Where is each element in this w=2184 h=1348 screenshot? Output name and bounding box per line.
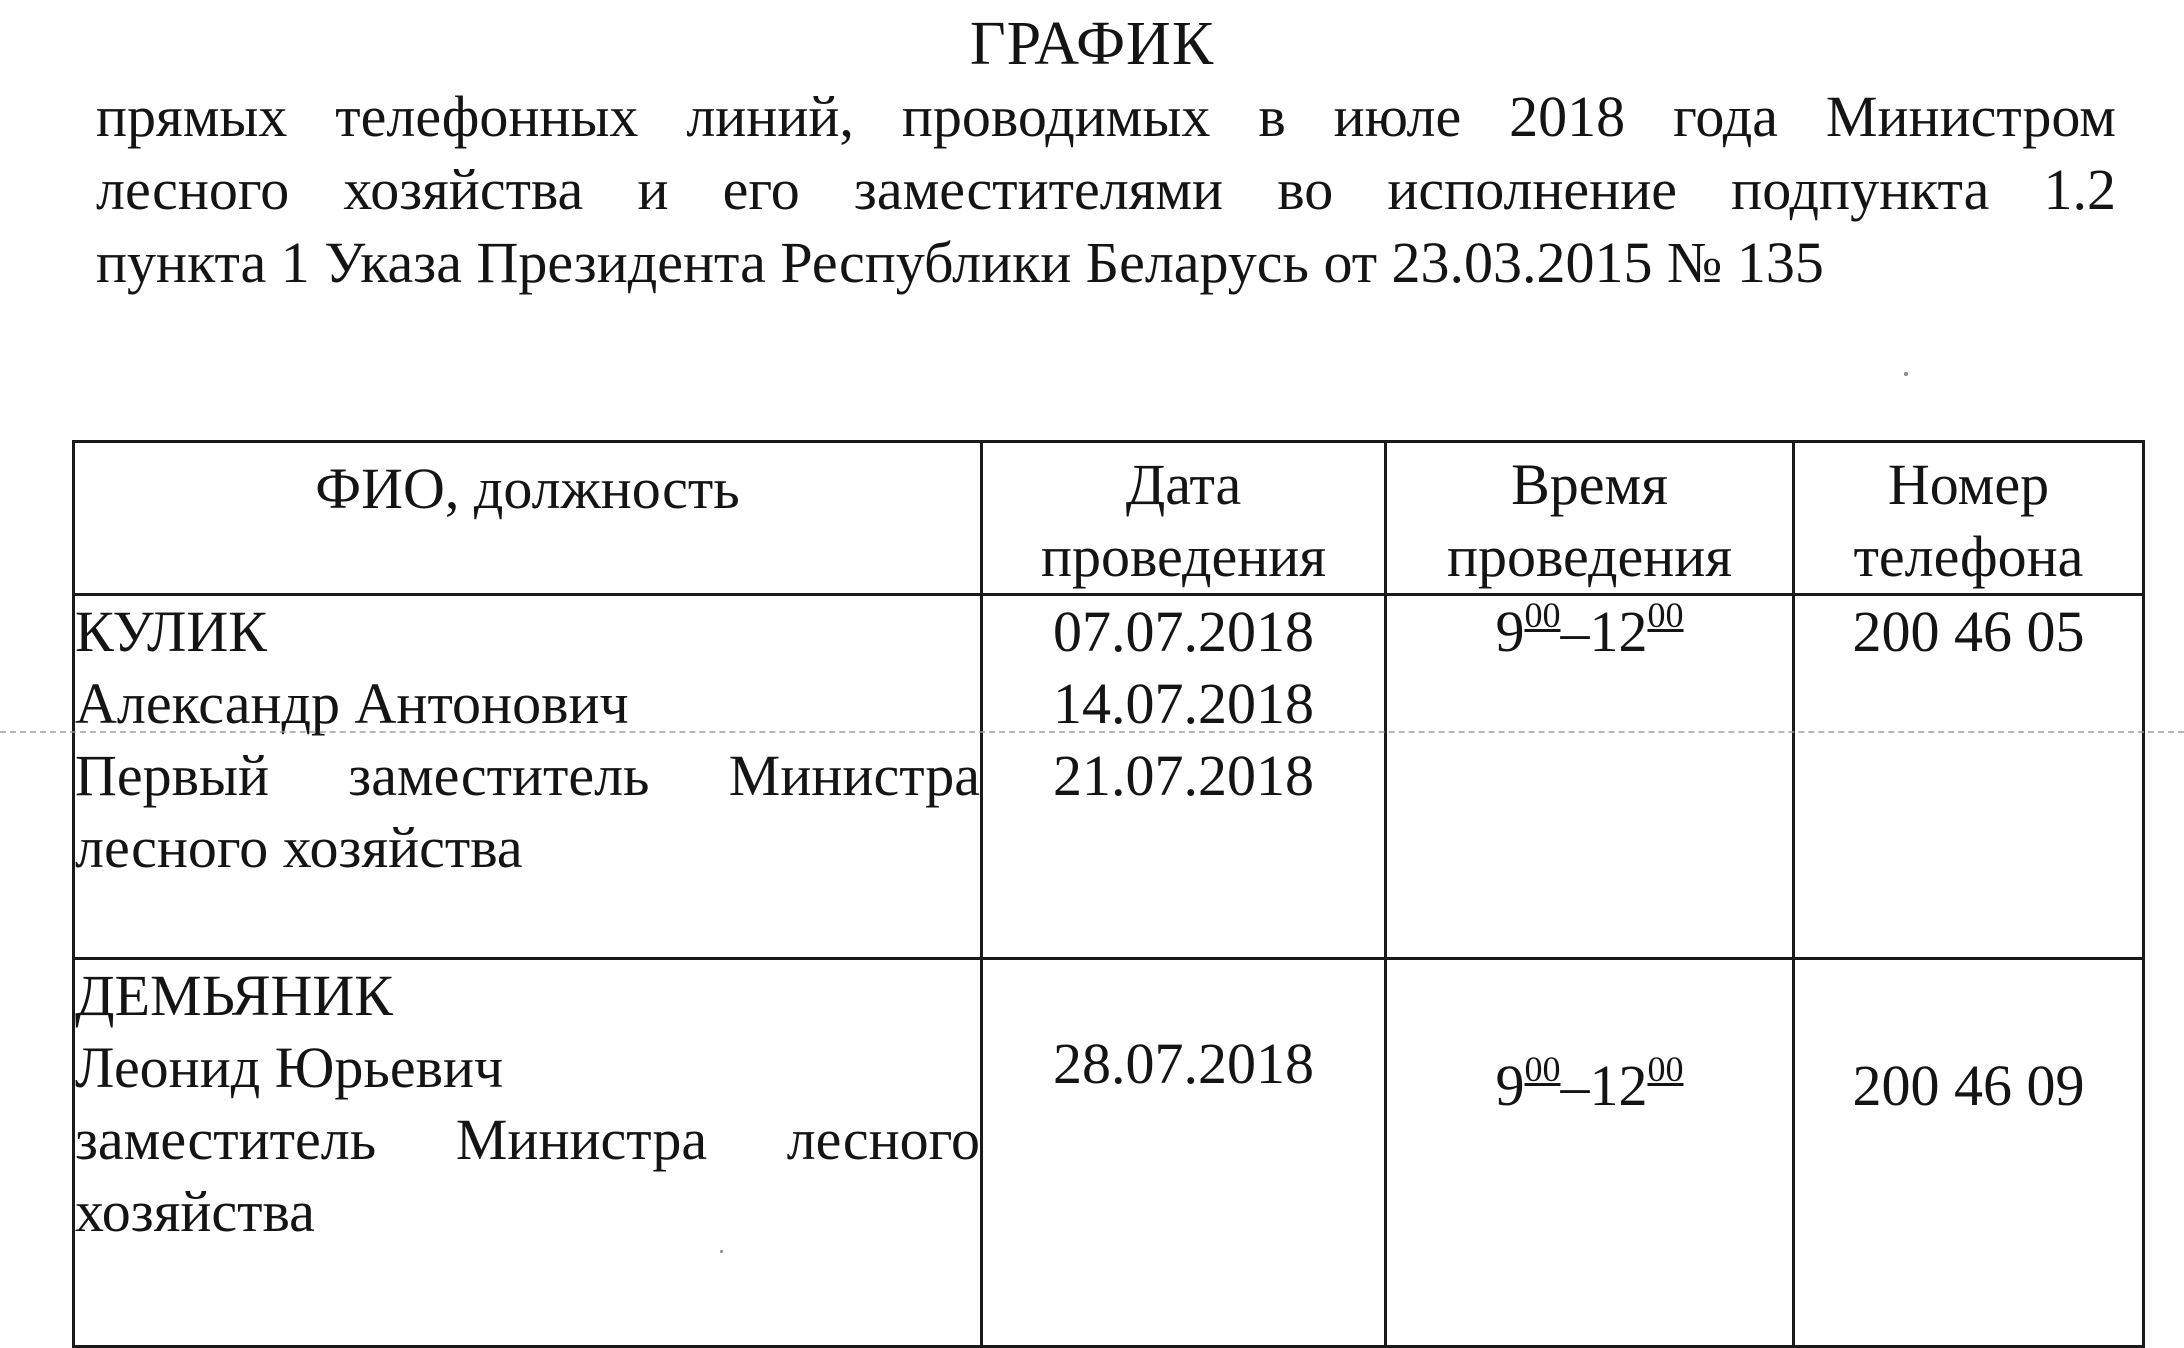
- position-line: лесного хозяйства: [75, 815, 523, 880]
- header-date-line: проведения: [1040, 524, 1327, 589]
- date-value: 07.07.2018: [1053, 599, 1314, 664]
- time-cell: [1386, 595, 1794, 959]
- table-row: [74, 595, 2144, 959]
- phone-cell: [1794, 959, 2144, 1347]
- scan-fold-line: [0, 731, 2184, 733]
- time-cell: [1386, 959, 1794, 1347]
- time-dash: –: [1560, 599, 1590, 664]
- phone-number: 200 46 05: [1852, 599, 2085, 664]
- name-cell: [74, 959, 982, 1347]
- time-dash: –: [1560, 1053, 1590, 1118]
- header-phone-line: Номер: [1887, 452, 2050, 517]
- schedule-table: [72, 440, 2145, 1348]
- surname: ДЕМЬЯНИК: [75, 963, 393, 1028]
- position-line: хозяйства: [75, 1179, 315, 1244]
- time-end-minutes: 00: [1647, 595, 1684, 635]
- subtitle-line: пункта 1 Указа Президента Республики Беларусь от 23.03.2015 № 135: [96, 230, 1824, 295]
- header-phone-line: телефона: [1853, 524, 2084, 589]
- header-date: [982, 442, 1386, 595]
- date-value: 14.07.2018: [1053, 671, 1314, 736]
- position-line: Первый заместитель Министра: [75, 743, 980, 808]
- phone-number: 200 46 09: [1852, 1053, 2085, 1118]
- given-names: Леонид Юрьевич: [75, 1035, 504, 1100]
- phone-cell: [1794, 595, 2144, 959]
- name-cell: [74, 595, 982, 959]
- header-name: [74, 442, 982, 595]
- time-end-hour: 12: [1589, 599, 1648, 664]
- header-time: [1386, 442, 1794, 595]
- time-start-minutes: 00: [1524, 1049, 1561, 1089]
- time-start-minutes: 00: [1524, 595, 1561, 635]
- date-value: 28.07.2018: [1053, 1031, 1314, 1096]
- header-phone: [1794, 442, 2144, 595]
- time-start-hour: 9: [1495, 1053, 1525, 1118]
- document-subtitle: [96, 80, 2116, 299]
- subtitle-line: лесного хозяйства и его заместителями во исполнение подпункта 1.2: [96, 157, 2116, 222]
- time-start-hour: 9: [1495, 599, 1525, 664]
- time-end-hour: 12: [1589, 1053, 1648, 1118]
- header-time-line: проведения: [1446, 524, 1733, 589]
- subtitle-line: прямых телефонных линий, проводимых в июле 2018 года Министром: [96, 84, 2116, 149]
- surname: КУЛИК: [75, 599, 267, 664]
- header-name-label: ФИО, должность: [315, 456, 740, 521]
- header-date-line: Дата: [1125, 452, 1242, 517]
- time-end-minutes: 00: [1647, 1049, 1684, 1089]
- date-cell: [982, 595, 1386, 959]
- table-header-row: [74, 442, 2144, 595]
- position-line: заместитель Министра лесного: [75, 1107, 980, 1172]
- given-names: Александр Антонович: [75, 671, 629, 736]
- header-time-line: Время: [1511, 452, 1668, 517]
- document-title: ГРАФИК: [969, 10, 1215, 78]
- table-row: [74, 959, 2144, 1347]
- date-cell: [982, 959, 1386, 1347]
- scan-speck: [1904, 372, 1908, 376]
- date-value: 21.07.2018: [1053, 743, 1314, 808]
